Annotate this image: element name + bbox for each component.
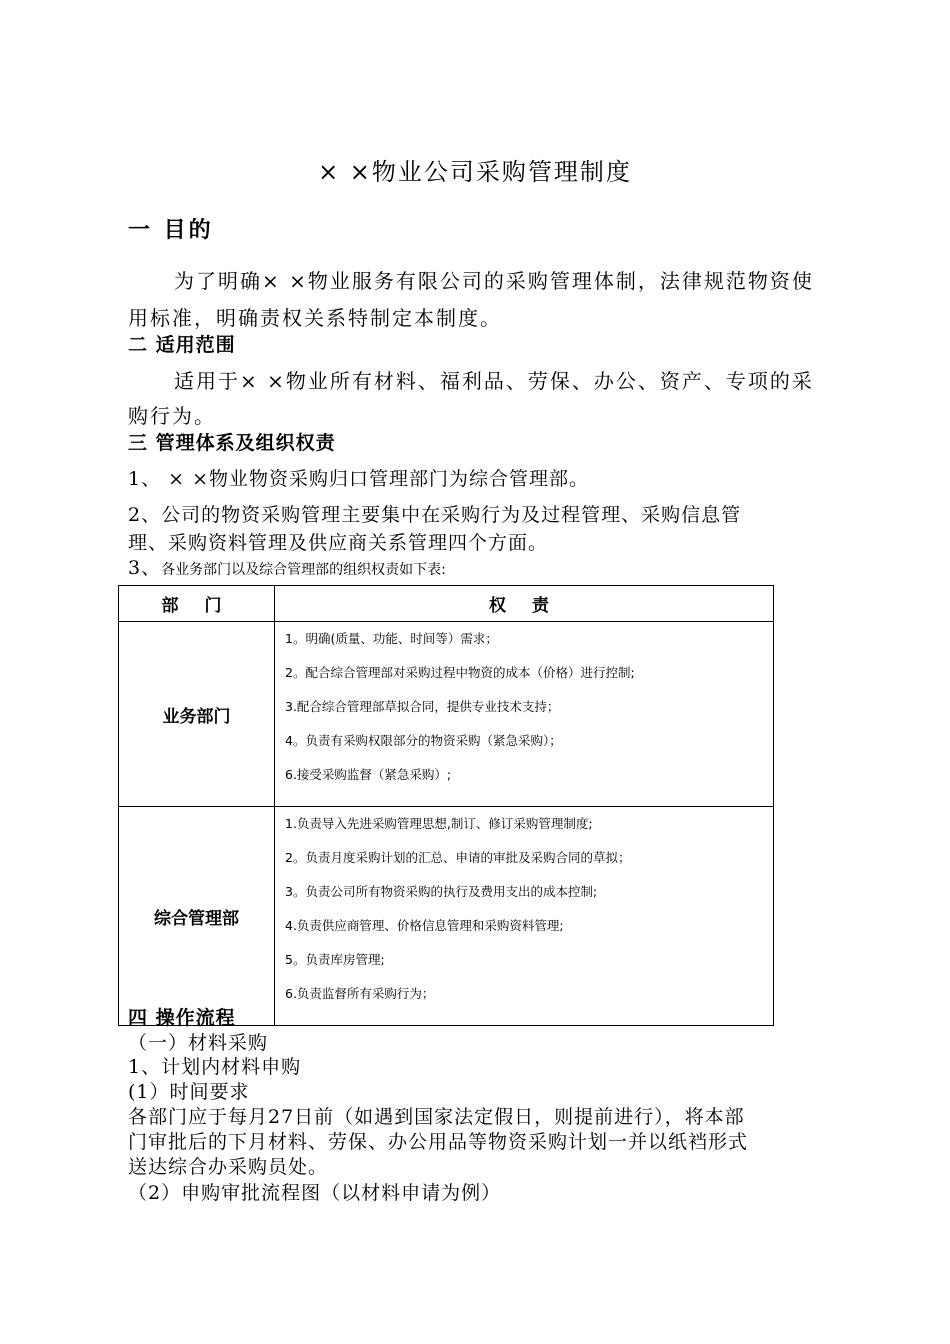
- department-cell: 业务部门: [119, 622, 275, 807]
- header-department: 部 门: [119, 586, 275, 622]
- duty-item: 4.负责供应商管理、价格信息管理和采购资料管理;: [285, 918, 564, 933]
- organization-item-2-line2: 理、采购资料管理及供应商关系管理四个方面。: [128, 532, 549, 554]
- purpose-paragraph-line1: 为了明确× ×物业服务有限公司的采购管理体制，法律规范物资使: [174, 269, 814, 293]
- header-responsibility: 权 责: [275, 586, 774, 622]
- duty-item: 5。负责库房管理;: [285, 952, 385, 967]
- table-row: [119, 807, 774, 1026]
- duty-item: 2。配合综合管理部对采购过程中物资的成本（价格）进行控制;: [285, 665, 635, 680]
- duty-item: 3。负责公司所有物资采购的执行及费用支出的成本控制;: [285, 884, 598, 899]
- section-heading-scope: 二 适用范围: [128, 334, 236, 356]
- duty-item: 4。负责有采购权限部分的物资采购（紧急采购）；: [285, 733, 562, 748]
- organization-item-3-number: 3、: [128, 557, 162, 579]
- duty-item: 3.配合综合管理部草拟合同，提供专业技术支持；: [285, 699, 560, 714]
- duty-item: 6.负责监督所有采购行为；: [285, 986, 435, 1001]
- purpose-paragraph-line2: 用标准，明确责权关系特制定本制度。: [128, 306, 502, 330]
- department-cell: 综合管理部: [119, 807, 275, 1026]
- section-heading-process: 四 操作流程: [128, 1007, 236, 1029]
- organization-item-3: [128, 553, 446, 580]
- section-heading-purpose: 一 目的: [128, 218, 214, 243]
- organization-item-3-text: 各业务部门以及综合管理部的组织权责如下表:: [161, 562, 446, 578]
- duty-item: 1。明确(质量、功能、时间等）需求；: [285, 631, 498, 646]
- process-item-time-requirement: (1）时间要求: [128, 1081, 250, 1103]
- process-item-planned-purchase: 1、计划内材料申购: [128, 1056, 302, 1078]
- scope-paragraph-line2: 购行为。: [128, 404, 216, 428]
- process-item-approval-flowchart: （2）申购审批流程图（以材料申请为例）: [128, 1182, 502, 1204]
- duties-cell: [275, 807, 774, 1026]
- table-header-row: [119, 586, 774, 622]
- organization-item-1: 1、 × ×物业物资采购归口管理部门为综合管理部。: [128, 468, 590, 490]
- section-heading-organization: 三 管理体系及组织权责: [128, 432, 336, 454]
- duty-item: 2。负责月度采购计划的汇总、申请的审批及采购合同的草拟；: [285, 850, 631, 865]
- process-paragraph-line3: 送达综合办采购员处。: [128, 1156, 329, 1178]
- scope-paragraph-line1: 适用于× ×物业所有材料、福利品、劳保、办公、资产、专项的采: [174, 369, 814, 393]
- duty-item: 6.接受采购监督（紧急采购）;: [285, 767, 452, 782]
- duties-cell: [275, 622, 774, 807]
- responsibility-table: [118, 585, 774, 1026]
- process-paragraph-line2: 门审批后的下月材料、劳保、办公用品等物资采购计划一并以纸裆形式: [128, 1131, 749, 1153]
- process-subheading-materials: （一）材料采购: [128, 1032, 269, 1054]
- document-title: × ×物业公司采购管理制度: [318, 158, 632, 186]
- table-row: [119, 622, 774, 807]
- duty-item: 1.负责导入先进采购管理思想,制订、修订采购管理制度;: [285, 816, 593, 831]
- organization-item-2-line1: 2、公司的物资采购管理主要集中在采购行为及过程管理、采购信息管: [128, 504, 742, 526]
- process-paragraph-line1: 各部门应于每月27日前（如遇到国家法定假日，则提前进行），将本部: [128, 1106, 745, 1128]
